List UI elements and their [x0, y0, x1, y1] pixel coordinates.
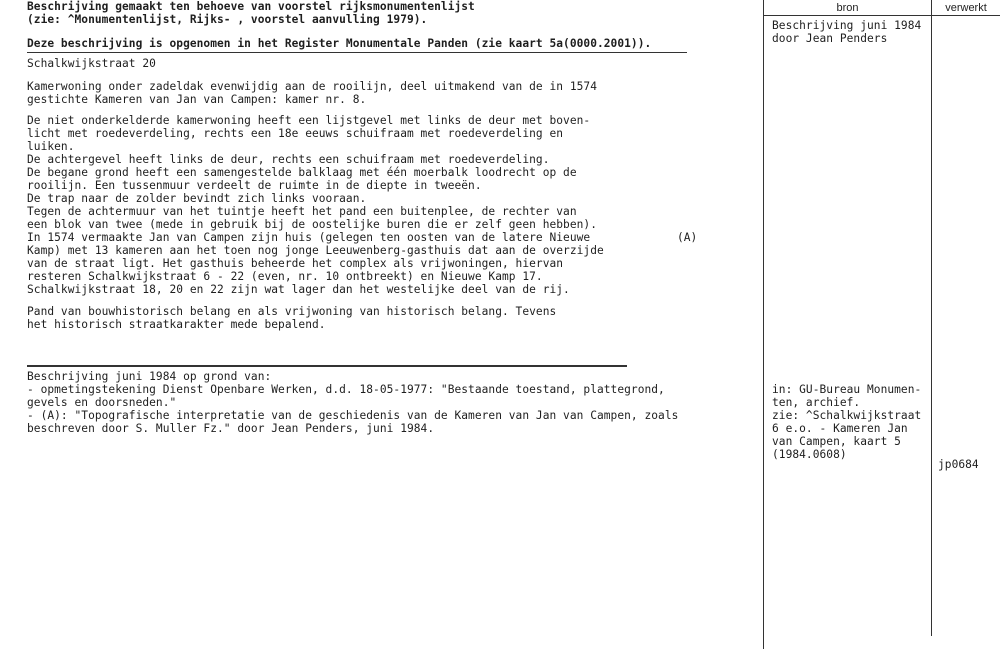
- source-line: Beschrijving juni 1984 op grond van:: [27, 370, 272, 383]
- conclusion-line: het historisch straatkarakter mede bepalend.: [27, 318, 326, 331]
- intro-line: Kamerwoning onder zadeldak evenwijdig aan de rooilijn, deel uitmakend van de in 1574: [27, 80, 597, 93]
- section-divider-line: [27, 365, 627, 367]
- bron-bottom-line: van Campen, kaart 5: [772, 435, 901, 448]
- body-line: licht met roedeverdeling, rechts een 18e eeuws schuifraam met roedeverdeling en: [27, 127, 564, 140]
- bron-top-line: door Jean Penders: [772, 32, 888, 45]
- verwerkt-code: jp0684: [938, 458, 979, 471]
- body-line: Tegen de achtermuur van het tuintje heeft het pand een buitenplee, de rechter van: [27, 205, 577, 218]
- header-line-1: Beschrijving gemaakt ten behoeve van voorstel rijksmonumentenlijst: [27, 0, 475, 13]
- body-line: De niet onderkelderde kamerwoning heeft een lijstgevel met links de deur met boven-: [27, 114, 591, 127]
- body-line: De trap naar de zolder bevindt zich links vooraan.: [27, 192, 367, 205]
- body-line: een blok van twee (mede in gebruik bij de oostelijke buren die er zelf geen hebben).: [27, 218, 597, 231]
- bron-top-line: Beschrijving juni 1984: [772, 19, 922, 32]
- source-line: gevels en doorsneden.": [27, 396, 177, 409]
- register-underline: [27, 52, 687, 53]
- body-line: van de straat ligt. Het gasthuis beheerde het complex als vrijwoningen, hiervan: [27, 257, 564, 270]
- bron-column-header: bron: [836, 2, 859, 14]
- body-line: In 1574 vermaakte Jan van Campen zijn huis (gelegen ten oosten van de latere Nieuwe: [27, 231, 591, 244]
- body-line: De begane grond heeft een samengestelde balklaag met één moerbalk loodrecht op de: [27, 166, 577, 179]
- bron-bottom-line: ten, archief.: [772, 396, 861, 409]
- body-line: luiken.: [27, 140, 75, 153]
- register-note: Deze beschrijving is opgenomen in het Register Monumentale Panden (zie kaart 5a(0000.2001)).: [27, 37, 652, 50]
- body-line: rooilijn. Een tussenmuur verdeelt de ruimte in de diepte in tweeën.: [27, 179, 482, 192]
- body-line: resteren Schalkwijkstraat 6 - 22 (even, nr. 10 ontbreekt) en Nieuwe Kamp 17.: [27, 270, 543, 283]
- source-line: - opmetingstekening Dienst Openbare Werken, d.d. 18-05-1977: "Bestaande toestand, plattegrond,: [27, 383, 665, 396]
- bron-bottom-line: (1984.0608): [772, 448, 847, 461]
- source-line: - (A): "Topografische interpretatie van de geschiedenis van de Kameren van Jan van Campen, zoals: [27, 409, 679, 422]
- header-rule: [764, 15, 1000, 16]
- address: Schalkwijkstraat 20: [27, 57, 156, 70]
- source-line: beschreven door S. Muller Fz." door Jean Penders, juni 1984.: [27, 422, 435, 435]
- bron-bottom-line: in: GU-Bureau Monumen-: [772, 383, 922, 396]
- intro-line: gestichte Kameren van Jan van Campen: kamer nr. 8.: [27, 93, 367, 106]
- reference-marker-a: (A): [677, 231, 698, 244]
- body-line: Schalkwijkstraat 18, 20 en 22 zijn wat lager dan het westelijke deel van de rij.: [27, 283, 570, 296]
- bron-left-rule: [763, 0, 764, 649]
- bron-right-rule: [931, 0, 932, 636]
- conclusion-line: Pand van bouwhistorisch belang en als vrijwoning van historisch belang. Tevens: [27, 305, 557, 318]
- body-line: Kamp) met 13 kameren aan het toen nog jonge Leeuwenberg-gasthuis dat aan de overzijde: [27, 244, 604, 257]
- bron-bottom-line: 6 e.o. - Kameren Jan: [772, 422, 908, 435]
- body-line: De achtergevel heeft links de deur, rechts een schuifraam met roedeverdeling.: [27, 153, 550, 166]
- bron-bottom-line: zie: ^Schalkwijkstraat: [772, 409, 922, 422]
- verwerkt-column-header: verwerkt: [945, 2, 987, 14]
- header-line-2: (zie: ^Monumentenlijst, Rijks- , voorstel aanvulling 1979).: [27, 13, 428, 26]
